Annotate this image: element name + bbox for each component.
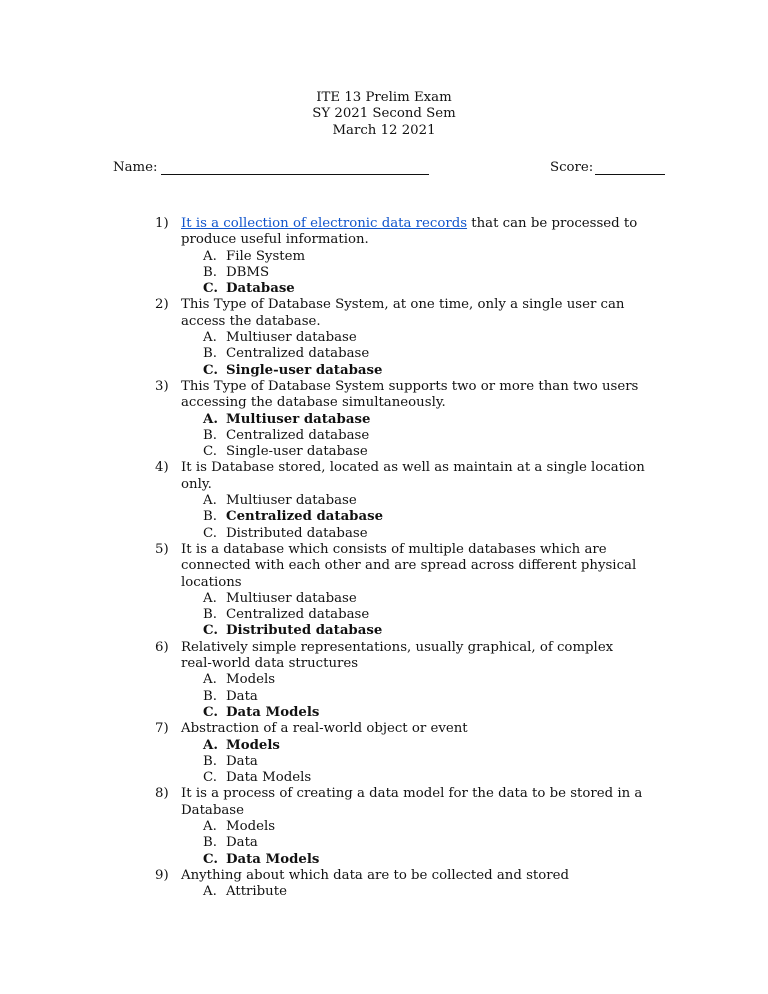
answer-option bbox=[181, 412, 648, 428]
option-letter: B. bbox=[203, 427, 217, 443]
question-list bbox=[0, 216, 768, 900]
question-text: Abstraction of a real-world object or event bbox=[181, 721, 468, 737]
option-text: Single-user database bbox=[226, 444, 368, 460]
option-letter: A. bbox=[203, 737, 218, 753]
option-letter: A. bbox=[203, 493, 217, 509]
option-letter: C. bbox=[203, 444, 217, 460]
answer-option bbox=[181, 852, 648, 868]
score-blank-line bbox=[595, 174, 665, 175]
question-text: It is a database which consists of multiple databases which are connected with each other and are spread across different physical locations bbox=[181, 541, 637, 590]
option-letter: B. bbox=[203, 607, 217, 623]
option-list bbox=[181, 819, 648, 868]
option-letter: C. bbox=[203, 851, 218, 867]
choice-option bbox=[181, 591, 648, 607]
choice-option bbox=[181, 884, 648, 900]
option-list bbox=[181, 330, 648, 379]
option-letter: C. bbox=[203, 770, 217, 786]
exam-date: March 12 2021 bbox=[332, 122, 436, 138]
question-item bbox=[0, 542, 768, 640]
choice-option bbox=[181, 689, 648, 705]
option-list bbox=[181, 672, 648, 721]
answer-option bbox=[181, 738, 648, 754]
option-list bbox=[181, 493, 648, 542]
question-item bbox=[0, 721, 768, 786]
option-letter: B. bbox=[203, 835, 217, 851]
choice-option bbox=[181, 249, 648, 265]
name-blank-line bbox=[161, 174, 429, 175]
choice-option bbox=[181, 444, 648, 460]
option-list bbox=[181, 738, 648, 787]
exam-term: SY 2021 Second Sem bbox=[312, 106, 456, 122]
option-text: Models bbox=[226, 818, 276, 834]
option-list bbox=[181, 412, 648, 461]
option-text: Data bbox=[226, 753, 258, 769]
option-text: DBMS bbox=[226, 264, 270, 280]
answer-option bbox=[181, 281, 648, 297]
option-letter: B. bbox=[203, 346, 217, 362]
option-text: Attribute bbox=[226, 884, 287, 900]
option-letter: B. bbox=[203, 753, 217, 769]
option-letter: A. bbox=[203, 818, 217, 834]
option-text: File System bbox=[226, 248, 306, 264]
option-letter: C. bbox=[203, 525, 217, 541]
option-letter: B. bbox=[203, 509, 217, 525]
question-item bbox=[0, 786, 768, 867]
question-number: 2) bbox=[155, 297, 169, 313]
option-text: Data Models bbox=[226, 770, 312, 786]
choice-option bbox=[181, 346, 648, 362]
choice-option bbox=[181, 330, 648, 346]
question-text: This Type of Database System supports two or more than two users accessing the database simultaneously. bbox=[181, 378, 639, 411]
question-number: 1) bbox=[155, 216, 169, 231]
question-text: This Type of Database System, at one time, only a single user can access the database. bbox=[181, 297, 625, 329]
choice-option bbox=[181, 526, 648, 542]
option-letter: C. bbox=[203, 362, 218, 378]
question-number: 4) bbox=[155, 460, 169, 476]
answer-option bbox=[181, 363, 648, 379]
option-letter: A. bbox=[203, 330, 217, 346]
question-number: 5) bbox=[155, 541, 169, 557]
option-text: Data bbox=[226, 835, 258, 851]
option-text: Centralized database bbox=[226, 346, 370, 362]
choice-option bbox=[181, 770, 648, 786]
option-letter: A. bbox=[203, 248, 217, 264]
option-letter: A. bbox=[203, 884, 217, 900]
option-text: Centralized database bbox=[226, 607, 370, 623]
option-text: Multiuser database bbox=[226, 493, 357, 509]
choice-option bbox=[181, 754, 648, 770]
option-text: Database bbox=[226, 281, 295, 297]
question-number: 9) bbox=[155, 867, 169, 883]
option-list bbox=[181, 591, 648, 640]
option-text: Models bbox=[226, 672, 276, 688]
choice-option bbox=[181, 835, 648, 851]
question-number: 7) bbox=[155, 721, 169, 737]
name-score-row bbox=[113, 160, 665, 178]
choice-option bbox=[181, 672, 648, 688]
option-text: Multiuser database bbox=[226, 330, 357, 346]
answer-option bbox=[181, 623, 648, 639]
exam-header bbox=[0, 90, 768, 139]
option-text: Multiuser database bbox=[226, 411, 371, 427]
question-item bbox=[0, 868, 768, 901]
option-text: Data bbox=[226, 688, 258, 704]
question-text: Anything about which data are to be collected and stored bbox=[181, 867, 570, 883]
option-text: Models bbox=[226, 737, 280, 753]
option-text: Distributed database bbox=[226, 525, 368, 541]
option-text: Data Models bbox=[226, 704, 320, 720]
choice-option bbox=[181, 428, 648, 444]
option-letter: B. bbox=[203, 688, 217, 704]
option-text: Single-user database bbox=[226, 362, 383, 378]
exam-title: ITE 13 Prelim Exam bbox=[316, 90, 452, 105]
answer-option bbox=[181, 705, 648, 721]
choice-option bbox=[181, 265, 648, 281]
question-link[interactable]: It is a collection of electronic data records bbox=[181, 216, 468, 231]
score-label: Score: bbox=[550, 160, 594, 175]
question-number: 8) bbox=[155, 786, 169, 802]
option-letter: B. bbox=[203, 264, 217, 280]
option-text: Data Models bbox=[226, 851, 320, 867]
question-item bbox=[0, 460, 768, 541]
question-item bbox=[0, 640, 768, 721]
choice-option bbox=[181, 819, 648, 835]
option-text: Centralized database bbox=[226, 427, 370, 443]
option-letter: A. bbox=[203, 672, 217, 688]
question-item bbox=[0, 379, 768, 460]
option-text: Centralized database bbox=[226, 509, 384, 525]
option-text: Distributed database bbox=[226, 623, 383, 639]
choice-option bbox=[181, 607, 648, 623]
question-item bbox=[0, 216, 768, 297]
question-number: 3) bbox=[155, 378, 169, 394]
option-text: Multiuser database bbox=[226, 590, 357, 606]
answer-option bbox=[181, 509, 648, 525]
question-item bbox=[0, 297, 768, 378]
option-list bbox=[181, 249, 648, 298]
choice-option bbox=[181, 493, 648, 509]
option-letter: C. bbox=[203, 623, 218, 639]
question-text: It is a process of creating a data model for the data to be stored in a Database bbox=[181, 786, 643, 818]
question-text: It is Database stored, located as well as maintain at a single location only. bbox=[181, 460, 645, 492]
name-label: Name: bbox=[113, 160, 158, 175]
option-letter: C. bbox=[203, 704, 218, 720]
option-letter: A. bbox=[203, 590, 217, 606]
question-number: 6) bbox=[155, 639, 169, 655]
option-list bbox=[181, 884, 648, 900]
question-text: It is a collection of electronic data records that can be processed to produce useful information. bbox=[181, 216, 638, 248]
option-letter: C. bbox=[203, 281, 218, 297]
question-text: Relatively simple representations, usually graphical, of complex real-world data structures bbox=[181, 639, 614, 672]
option-letter: A. bbox=[203, 411, 218, 427]
